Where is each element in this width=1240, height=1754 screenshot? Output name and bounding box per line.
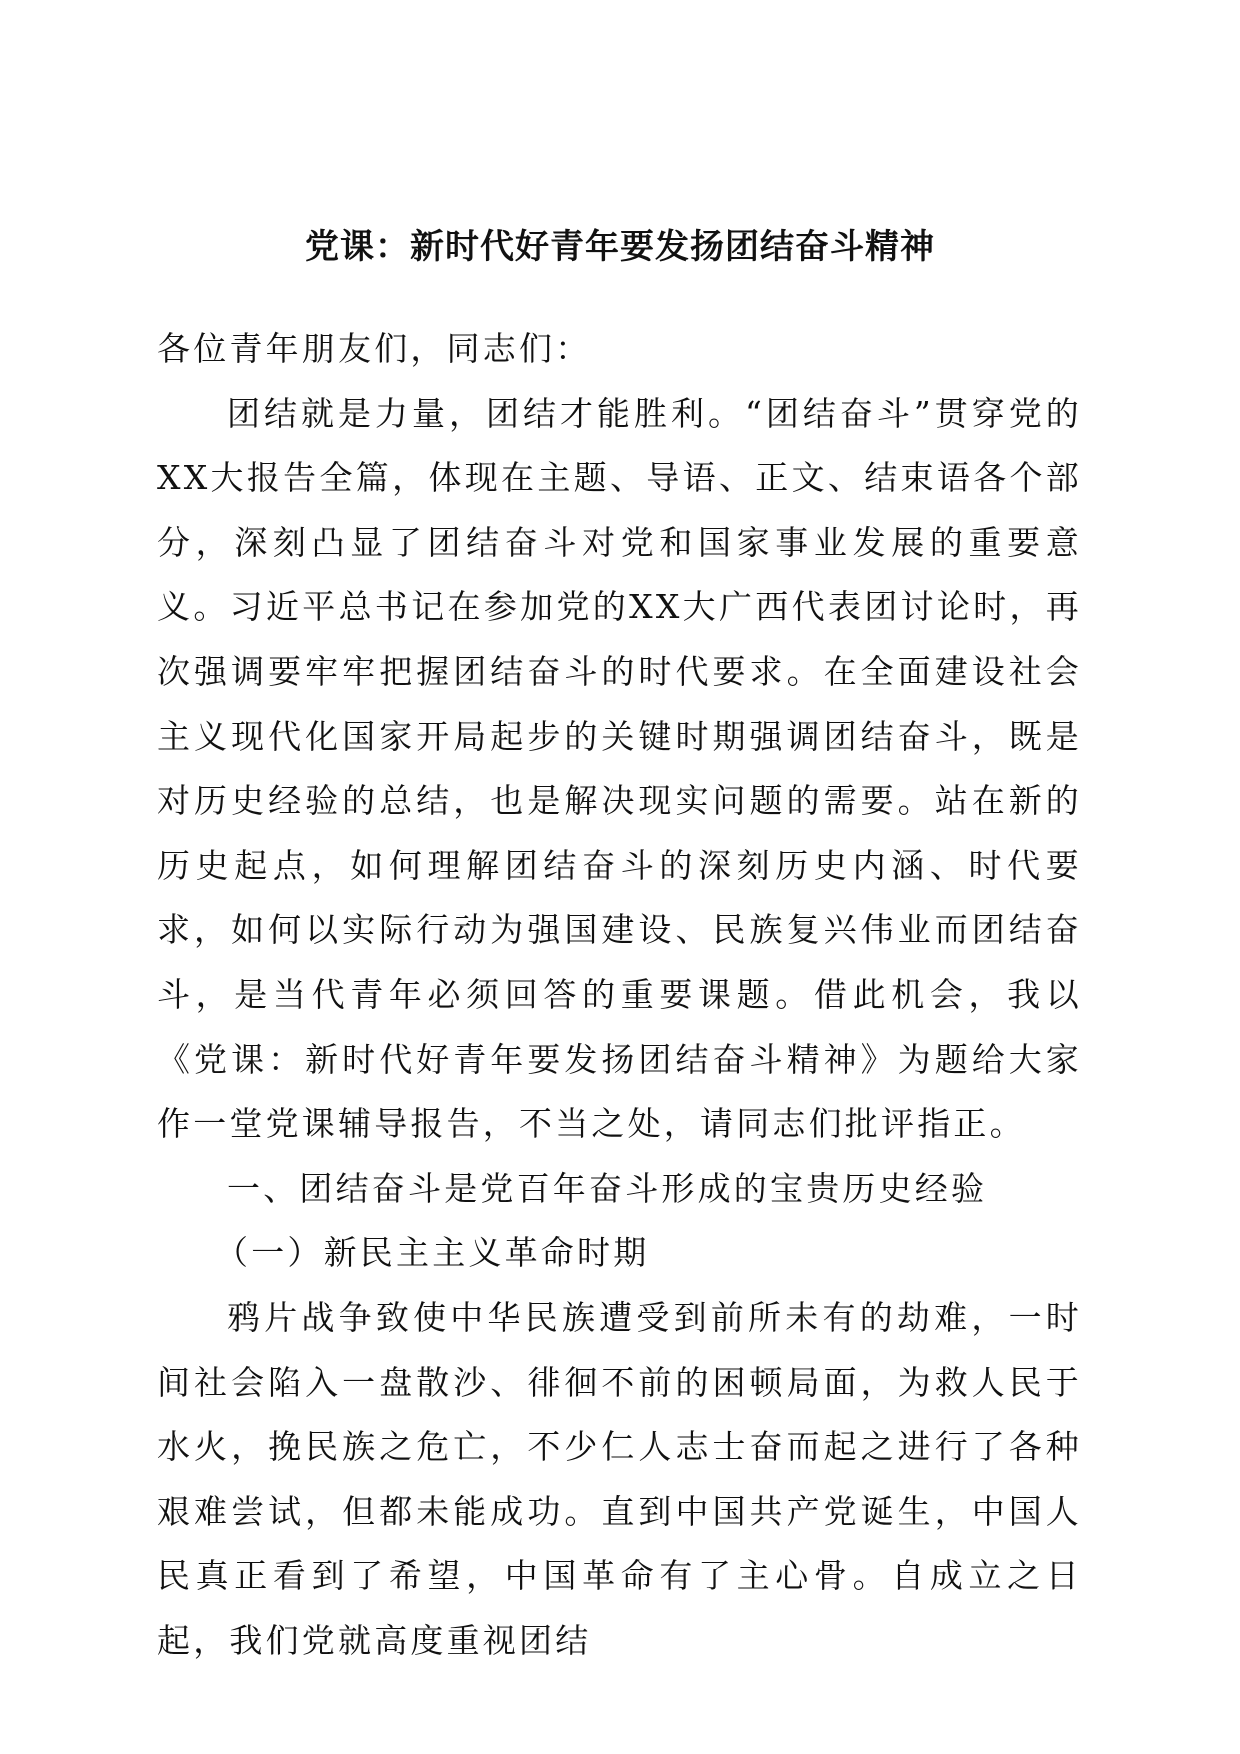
document-body	[157, 317, 1082, 1673]
subsection-heading: （一）新民主主义革命时期	[215, 1233, 650, 1273]
salutation: 各位青年朋友们，同志们：	[157, 329, 592, 368]
document-title: 党课：新时代好青年要发扬团结奋斗精神	[305, 227, 935, 267]
paragraph-history: 鸦片战争致使中华民族遭受到前所未有的劫难，一时间社会陷入一盘散沙、徘徊不前的困顿局面，为救人民于水火，挽民族之危亡，不少仁人志士奋而起之进行了各种艰难尝试，但都未能成功。直到中国共产党诞生，中国人民真正看到了希望，中国革命有了主心骨。自成立之日起，我们党就高度重视团结	[157, 1297, 1082, 1660]
section-heading: 一、团结奋斗是党百年奋斗形成的宝贵历史经验	[227, 1168, 988, 1208]
paragraph-intro: 团结就是力量，团结才能胜利。“团结奋斗”贯穿党的XX大报告全篇，体现在主题、导语、正文、结束语各个部分，深刻凸显了团结奋斗对党和国家事业发展的重要意义。习近平总书记在参加党的XX大广西代表团讨论时，再次强调要牢牢把握团结奋斗的时代要求。在全面建设社会主义现代化国家开局起步的关键时期强调团结奋斗，既是对历史经验的总结，也是解决现实问题的需要。站在新的历史起点，如何理解团结奋斗的深刻历史内涵、时代要求，如何以实际行动为强国建设、民族复兴伟业而团结奋斗，是当代青年必须回答的重要课题。借此机会，我以《党课：新时代好青年要发扬团结奋斗精神》为题给大家作一堂党课辅导报告，不当之处，请同志们批评指正。	[157, 393, 1082, 1144]
